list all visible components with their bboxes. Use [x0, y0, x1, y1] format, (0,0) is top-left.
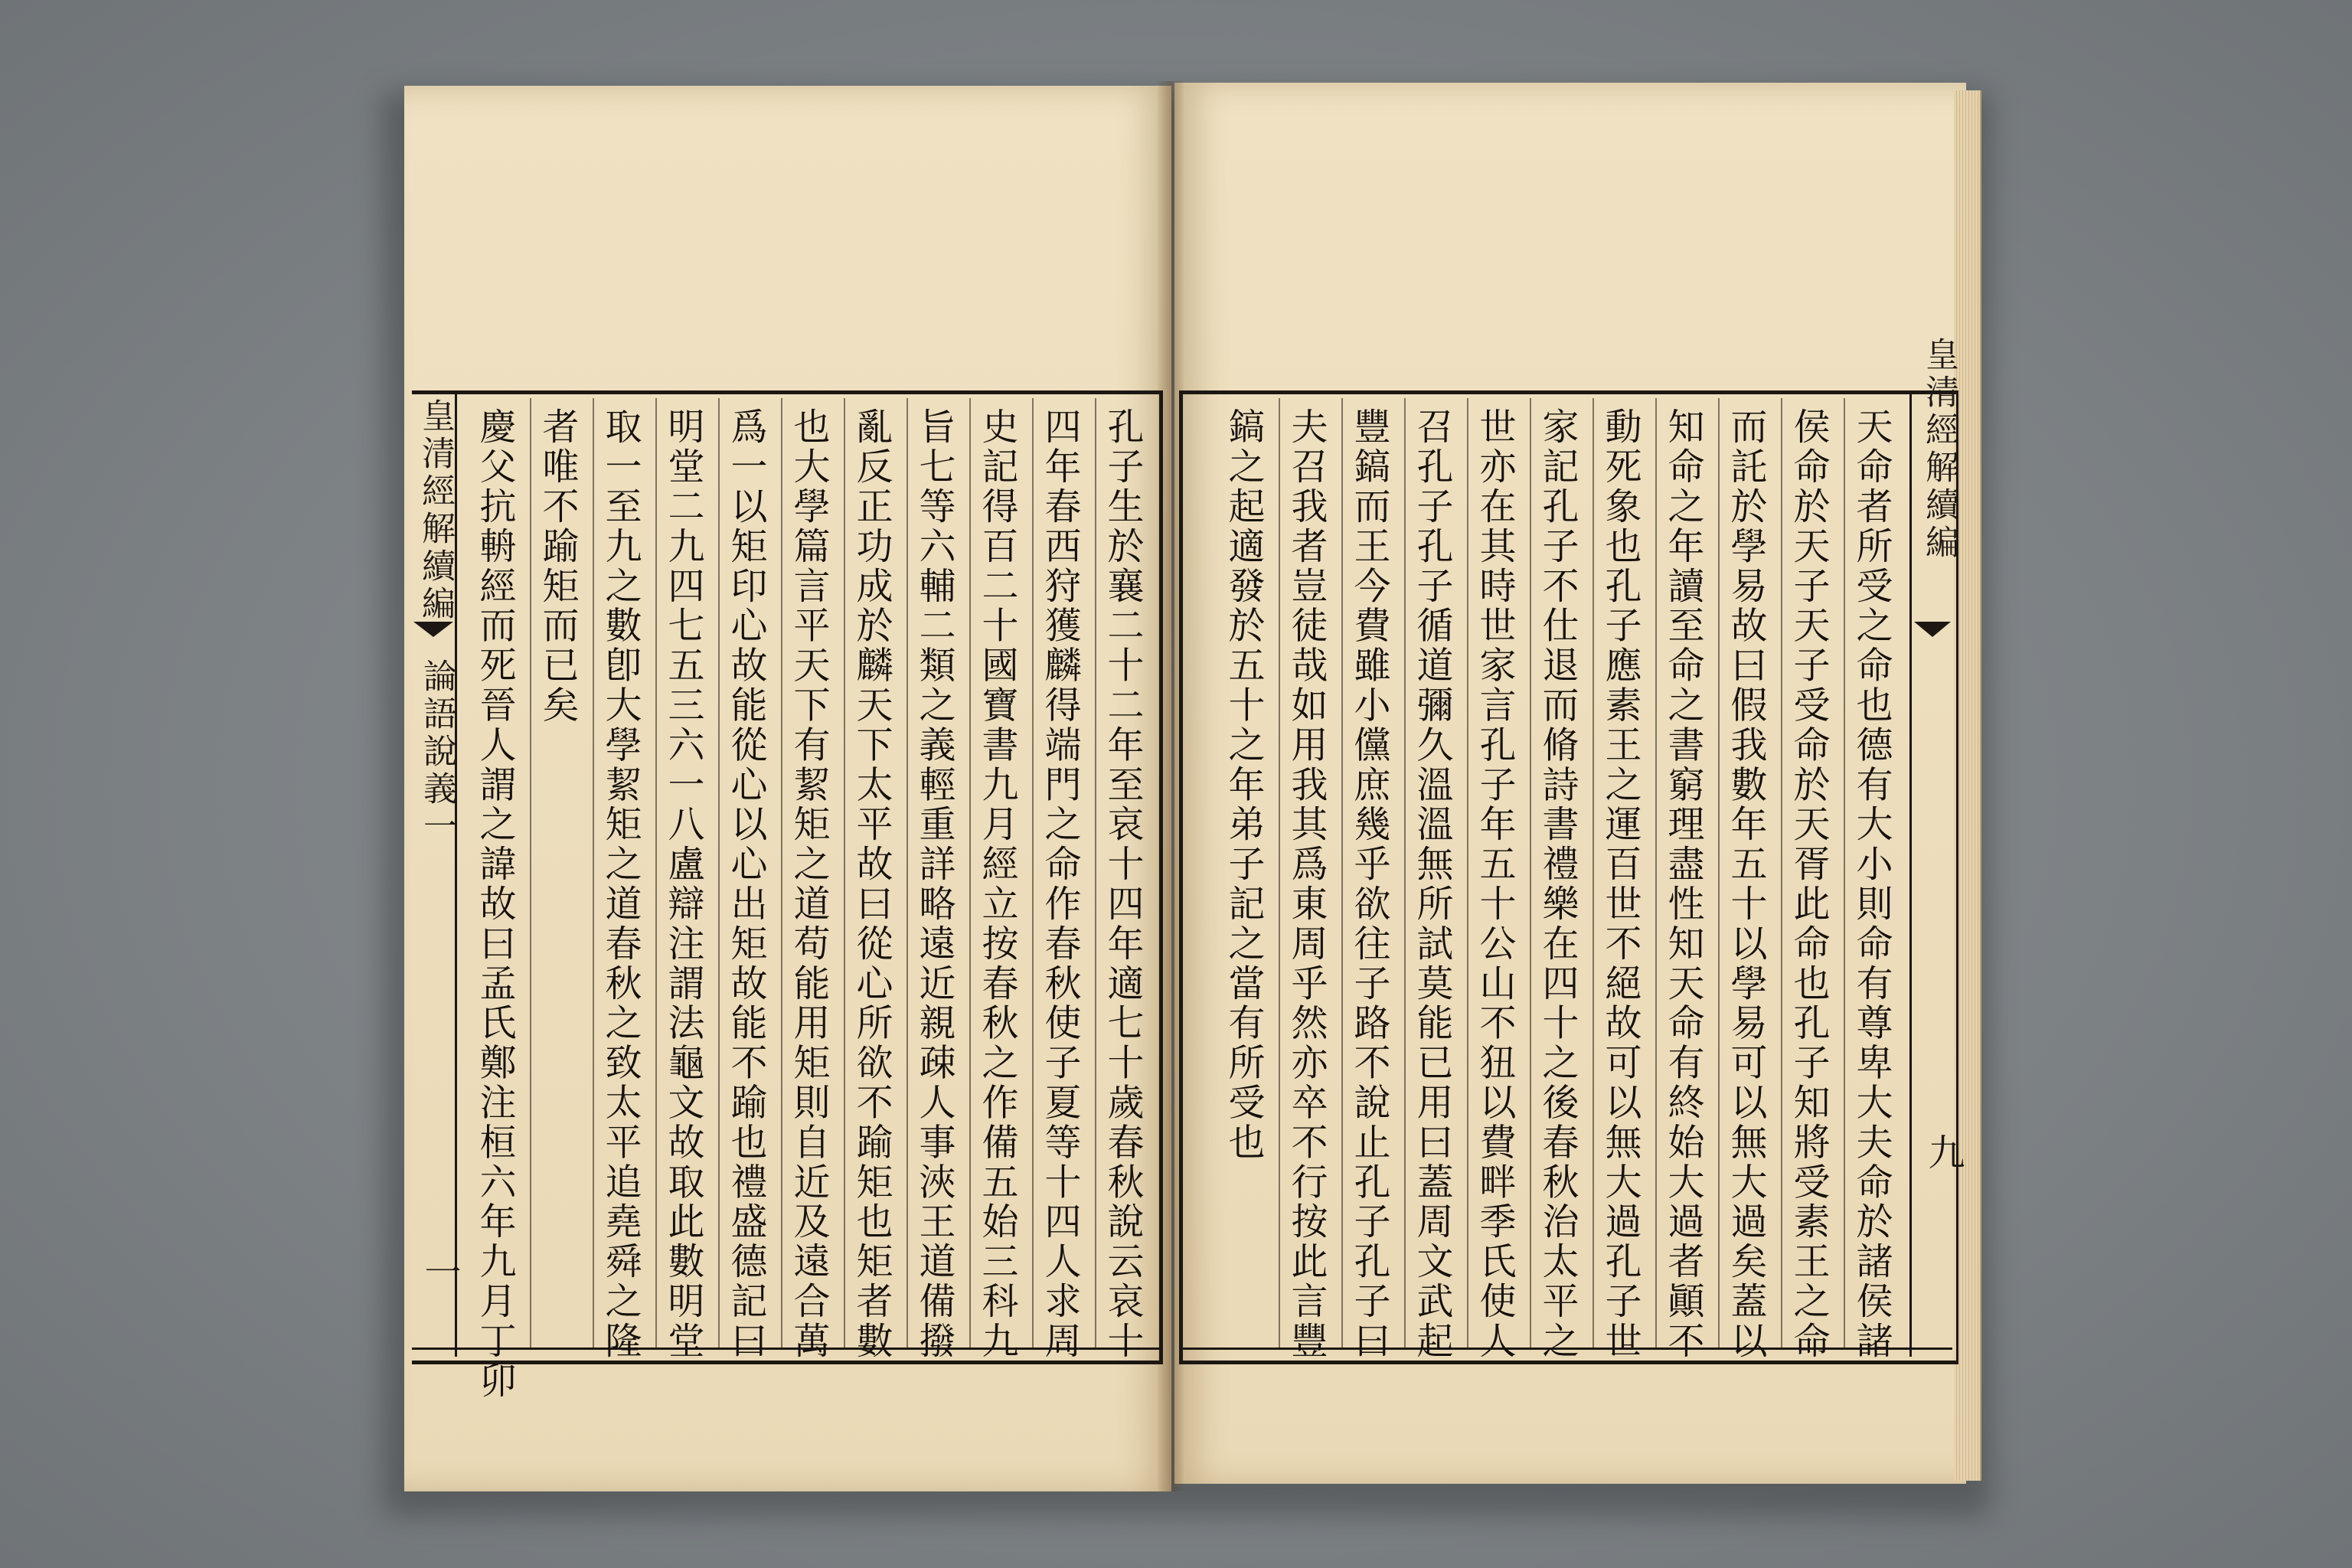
column-rule [1341, 398, 1343, 1348]
fish-tail-mark-left [413, 622, 453, 637]
column-rule [593, 398, 594, 1348]
column-rule [1655, 398, 1657, 1348]
right-margin-title: 皇清經解續編 [1919, 337, 1958, 562]
column-rule [1467, 398, 1468, 1348]
right-column-8: 召孔子孔子循道彌久溫溫無所試莫能已用曰蓋周文武起 [1410, 407, 1453, 1361]
column-rule [530, 398, 531, 1348]
column-rule [1279, 398, 1280, 1348]
left-column-5: 亂反正功成於麟天下太平故曰從心所欲不踰矩也矩者數 [850, 407, 893, 1361]
column-rule [718, 398, 720, 1348]
column-rule [1530, 398, 1531, 1348]
left-column-8: 明堂二九四七五三六一八盧辯注謂法龜文故取此數明堂 [662, 407, 704, 1361]
column-rule [1781, 398, 1782, 1348]
column-rule [969, 398, 971, 1348]
right-column-5: 動死象也孔子應素王之運百世不絕故可以無大過孔子世 [1599, 407, 1642, 1361]
left-margin-section: 論語說義一 [417, 658, 456, 846]
right-margin-rule [1909, 390, 1912, 1357]
column-rule [655, 398, 657, 1348]
right-column-7: 世亦在其時世家言孔子年五十公山不狃以費畔季氏使人 [1473, 407, 1516, 1361]
left-column-10: 者唯不踰矩而已矣 [536, 407, 579, 726]
right-column-1: 天命者所受之命也德有大小則命有尊卑大夫命於諸侯諸 [1850, 407, 1893, 1361]
right-column-11: 鎬之起適發於五十之年弟子記之當有所受也 [1222, 407, 1265, 1163]
right-column-3: 而託於學易故曰假我數年五十以學易可以無大過矣蓋以 [1724, 407, 1767, 1361]
left-column-2: 四年春西狩獲麟得端門之命作春秋使子夏等十四人求周 [1038, 407, 1081, 1361]
right-column-6: 家記孔子不仕退而脩詩書禮樂在四十之後春秋治太平之 [1536, 407, 1579, 1361]
right-folio-number: 九 [1922, 1133, 1965, 1170]
right-column-10: 夫召我者豈徒哉如用我其爲東周乎然亦卒不行按此言豐 [1285, 407, 1328, 1361]
right-column-4: 知命之年讀至命之書窮理盡性知天命有終始大過者顚不 [1661, 407, 1704, 1361]
right-column-2: 侯命於天子天子受命於天胥此命也孔子知將受素王之命 [1787, 407, 1830, 1361]
column-rule [1095, 398, 1096, 1348]
column-rule [781, 398, 782, 1348]
column-rule [906, 398, 908, 1348]
column-rule [1404, 398, 1406, 1348]
fish-tail-mark-right [1914, 622, 1951, 637]
column-rule [1844, 398, 1845, 1348]
left-folio-number: 一 [418, 1253, 461, 1289]
left-column-7: 爲一以矩印心故能從心以心出矩故能不踰也禮盛德記曰 [724, 407, 767, 1361]
column-rule [1592, 398, 1594, 1348]
column-rule [1718, 398, 1720, 1348]
left-column-1: 孔子生於襄二十二年至哀十四年適七十歲春秋說云哀十 [1101, 407, 1144, 1361]
column-rule [844, 398, 845, 1348]
right-column-9: 豐鎬而王今費雖小儻庶幾乎欲往子路不說止孔子孔子曰 [1348, 407, 1390, 1361]
column-rule [1032, 398, 1034, 1348]
left-margin-title: 皇清經解續編 [416, 398, 455, 623]
left-column-11: 慶父抗輈經而死晉人謂之諱故曰孟氏鄭注桓六年九月丁卯 [473, 407, 516, 1401]
left-column-4: 旨七等六輔二類之義輕重詳略遠近親疎人事浹王道備撥 [913, 407, 956, 1361]
left-column-3: 史記得百二十國寶書九月經立按春秋之作備五始三科九 [975, 407, 1018, 1361]
left-column-9: 取一至九之數卽大學絜矩之道春秋之致太平追堯舜之隆 [599, 407, 642, 1361]
left-column-6: 也大學篇言平天下有絜矩之道苟能用矩則自近及遠合萬 [787, 407, 830, 1361]
